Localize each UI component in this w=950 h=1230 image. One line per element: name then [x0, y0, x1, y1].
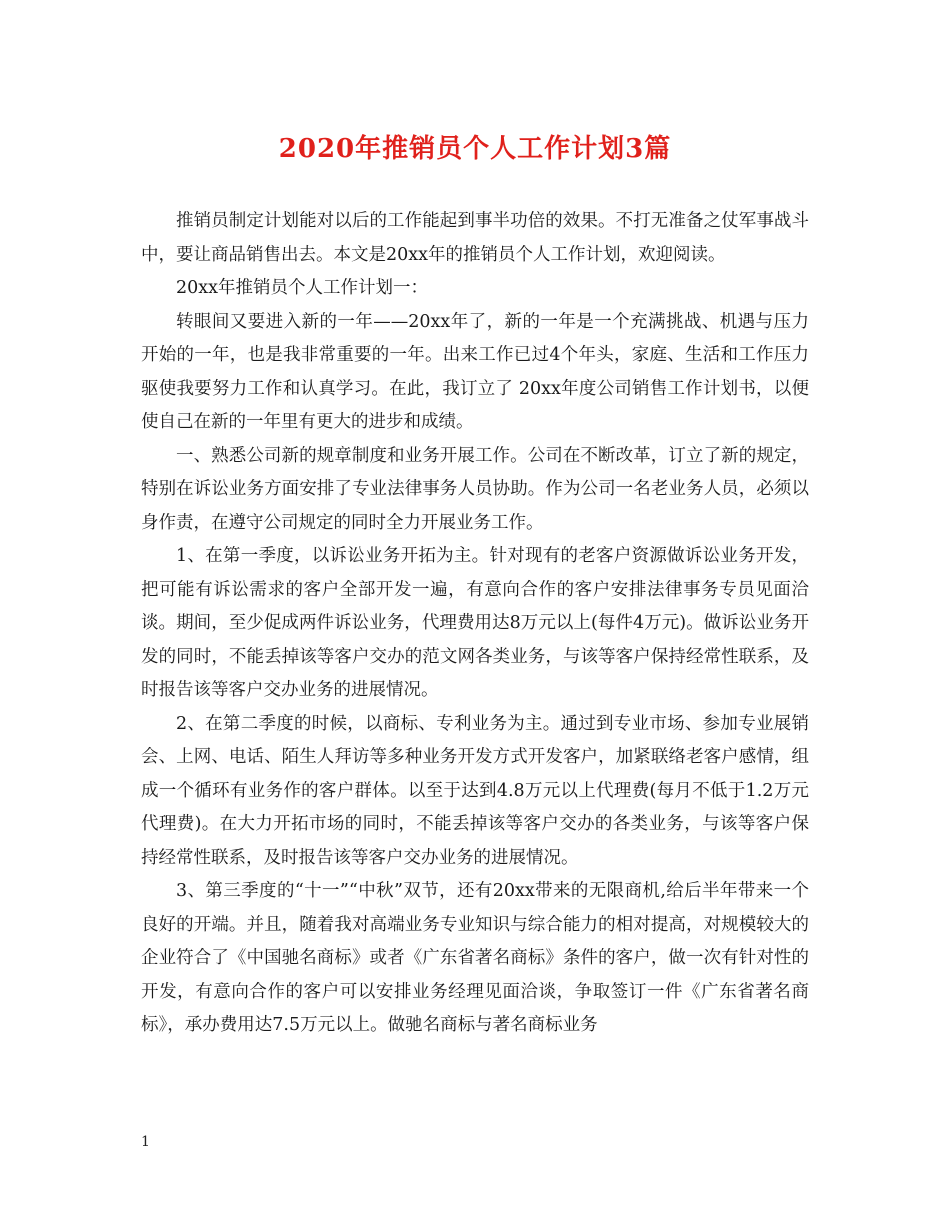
paragraph-intro: 推销员制定计划能对以后的工作能起到事半功倍的效果。不打无准备之仗军事战斗中，要让商品销售出去。本文是20xx年的推销员个人工作计划，欢迎阅读。 [141, 211, 809, 265]
page-number: 1 [141, 1134, 150, 1150]
paragraph-new-year: 转眼间又要进入新的一年——20xx年了，新的一年是一个充满挑战、机遇与压力开始的一年，也是我非常重要的一年。出来工作已过4个年头，家庭、生活和工作压力驱使我要努力工作和认真学习。在此，我订立了 20xx年度公司销售工作计划书，以便使自己在新的一年里有更大的进步和成绩。 [141, 311, 809, 432]
document-title: 2020年推销员个人工作计划3篇 [278, 134, 672, 164]
paragraph-plan-heading: 20xx年推销员个人工作计划一： [176, 278, 429, 298]
document-body [141, 205, 809, 1043]
paragraph-quarter-two: 2、在第二季度的时候，以商标、专利业务为主。通过到专业市场、参加专业展销会、上网、电话、陌生人拜访等多种业务开发方式开发客户，加紧联络老客户感情，组成一个循环有业务作的客户群体。以至于达到4.8万元以上代理费(每月不低于1.2万元代理费)。在大力开拓市场的同时，不能丢掉该等客户交办的各类业务，与该等客户保持经常性联系，及时报告该等客户交办业务的进展情况。 [141, 713, 809, 868]
paragraph-quarter-three: 3、第三季度的“十一”“中秋”双节，还有20xx带来的无限商机,给后半年带来一个良好的开端。并且，随着我对高端业务专业知识与综合能力的相对提高，对规模较大的企业符合了《中国驰名商标》或者《广东省著名商标》条件的客户，做一次有针对性的开发，有意向合作的客户可以安排业务经理见面洽谈，争取签订一件《广东省著名商标》，承办费用达7.5万元以上。做驰名商标与著名商标业务 [141, 881, 809, 1035]
paragraph-quarter-one: 1、在第一季度，以诉讼业务开拓为主。针对现有的老客户资源做诉讼业务开发，把可能有诉讼需求的客户全部开发一遍，有意向合作的客户安排法律事务专员见面洽谈。期间，至少促成两件诉讼业务，代理费用达8万元以上(每件4万元)。做诉讼业务开发的同时，不能丢掉该等客户交办的范文网各类业务，与该等客户保持经常性联系，及时报告该等客户交办业务的进展情况。 [141, 546, 809, 700]
paragraph-section-one: 一、熟悉公司新的规章制度和业务开展工作。公司在不断改革，订立了新的规定，特别在诉讼业务方面安排了专业法律事务人员协助。作为公司一名老业务人员，必须以身作责，在遵守公司规定的同时全力开展业务工作。 [141, 445, 809, 533]
